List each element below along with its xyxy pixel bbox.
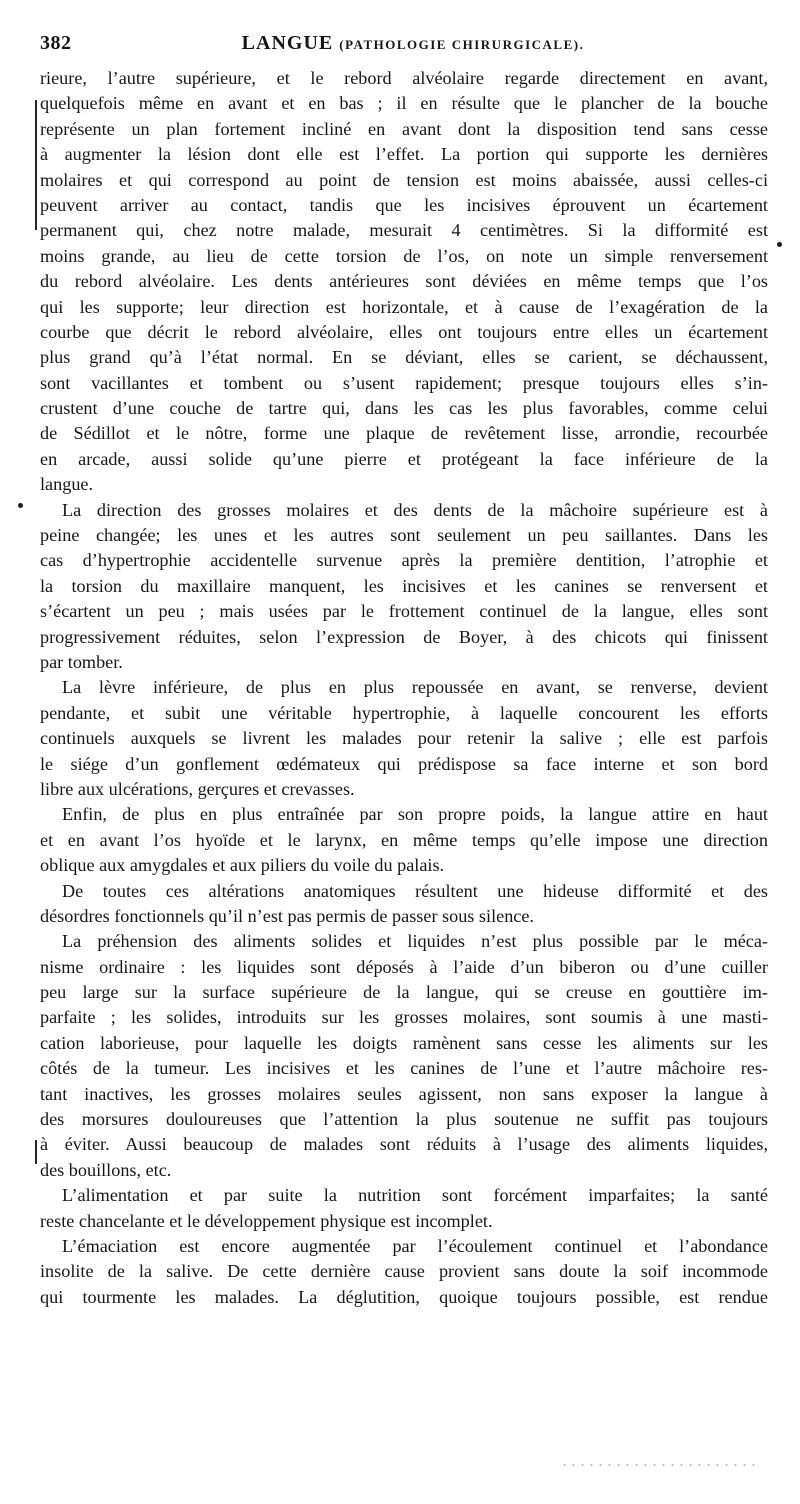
running-header bbox=[40, 32, 768, 60]
text-line: et en avant l’os hyoïde et le larynx, en même temps qu’elle impose une direction bbox=[40, 829, 768, 850]
text-line: La direction des grosses molaires et des dents de la mâchoire supérieure est à bbox=[62, 499, 768, 520]
text-line: peine changée; les unes et les autres sont seulement un peu saillantes. Dans les bbox=[40, 525, 768, 546]
text-line: nisme ordinaire : les liquides sont déposés à l’aide d’un biberon ou d’une cuiller bbox=[40, 956, 768, 977]
text-line: permanent qui, chez notre malade, mesurait 4 centimètres. Si la difformité est bbox=[40, 220, 768, 241]
margin-bracket-bottom bbox=[35, 1140, 37, 1164]
text-line: De toutes ces altérations anatomiques résultent une hideuse difformité et des bbox=[62, 880, 768, 901]
text-line: par tomber. bbox=[40, 651, 123, 672]
text-line: à éviter. Aussi beaucoup de malades sont réduits à l’usage des aliments liquides, bbox=[40, 1134, 768, 1155]
text-line: peuvent arriver au contact, tandis que les incisives éprouvent un écartement bbox=[40, 194, 768, 215]
text-line: représente un plan fortement incliné en avant dont la disposition tend sans cesse bbox=[40, 118, 768, 139]
text-line: le siége d’un gonflement œdémateux qui prédispose sa face interne et son bord bbox=[40, 753, 768, 774]
text-line: tant inactives, les grosses molaires seules agissent, non sans exposer la langue à bbox=[40, 1083, 768, 1104]
text-line: s’écartent un peu ; mais usées par le frottement continuel de la langue, elles sont bbox=[40, 601, 768, 622]
text-line: L’alimentation et par suite la nutrition sont forcément imparfaites; la santé bbox=[62, 1185, 768, 1206]
text-line: côtés de la tumeur. Les incisives et les canines de l’une et l’autre mâchoire res- bbox=[40, 1058, 768, 1079]
page-number: 382 bbox=[40, 32, 72, 54]
text-line: des morsures douloureuses que l’attention la plus soutenue ne suffit pas toujours bbox=[40, 1109, 768, 1130]
text-line: progressivement réduites, selon l’expression de Boyer, à des chicots qui finissent bbox=[40, 626, 768, 647]
text-line: de Sédillot et le nôtre, forme une plaque de revêtement lisse, arrondie, recourbée bbox=[40, 423, 768, 444]
scan-speckle bbox=[560, 1462, 760, 1468]
text-line: La lèvre inférieure, de plus en plus repoussée en avant, se renverse, devient bbox=[62, 677, 768, 698]
text-line: sont vacillantes et tombent ou s’usent rapidement; presque toujours elles s’in- bbox=[40, 372, 768, 393]
text-line: molaires et qui correspond au point de tension est moins abaissée, aussi celles-ci bbox=[40, 169, 768, 190]
text-line: Enfin, de plus en plus entraînée par son propre poids, la langue attire en haut bbox=[62, 804, 768, 825]
text-line: crustent d’une couche de tartre qui, dans les cas les plus favorables, comme celui bbox=[40, 398, 768, 419]
margin-bracket-top bbox=[35, 100, 37, 230]
body-text bbox=[40, 66, 768, 1310]
text-line: cas d’hypertrophie accidentelle survenue après la première dentition, l’atrophie et bbox=[40, 550, 768, 571]
running-title bbox=[40, 32, 768, 55]
text-line: reste chancelante et le développement physique est incomplet. bbox=[40, 1210, 493, 1231]
text-line: libre aux ulcérations, gerçures et crevasses. bbox=[40, 778, 355, 799]
text-line: moins grande, au lieu de cette torsion de l’os, on note un simple renversement bbox=[40, 245, 768, 266]
text-line: qui tourmente les malades. La déglutition, quoique toujours possible, est rendue bbox=[40, 1286, 768, 1307]
text-line: désordres fonctionnels qu’il n’est pas permis de passer sous silence. bbox=[40, 905, 534, 926]
text-line: qui les supporte; leur direction est horizontale, et à cause de l’exagération de la bbox=[40, 296, 768, 317]
text-line: quelquefois même en avant et en bas ; il en résulte que le plancher de la bouche bbox=[40, 93, 768, 114]
text-line: continuels auxquels se livrent les malades pour retenir la salive ; elle est parfois bbox=[40, 728, 768, 749]
text-line: du rebord alvéolaire. Les dents antérieures sont déviées en même temps que l’os bbox=[40, 271, 768, 292]
text-line: peu large sur la surface supérieure de la langue, qui se creuse en gouttière im- bbox=[40, 982, 768, 1003]
text-line: rieure, l’autre supérieure, et le rebord alvéolaire regarde directement en avant, bbox=[40, 68, 768, 88]
text-line: pendante, et subit une véritable hypertrophie, à laquelle concourent les efforts bbox=[40, 702, 768, 723]
margin-dot-right bbox=[777, 242, 782, 247]
text-line: la torsion du maxillaire manquent, les incisives et les canines se renversent et bbox=[40, 575, 768, 596]
text-line: courbe que décrit le rebord alvéolaire, elles ont toujours entre elles un écartement bbox=[40, 321, 768, 342]
margin-dot-left bbox=[18, 503, 23, 508]
text-line: oblique aux amygdales et aux piliers du voile du palais. bbox=[40, 855, 445, 876]
text-line: insolite de la salive. De cette dernière cause provient sans doute la soif incommode bbox=[40, 1261, 768, 1282]
text-line: des bouillons, etc. bbox=[40, 1159, 172, 1180]
running-title-main: LANGUE bbox=[241, 32, 334, 54]
text-line: en arcade, aussi solide qu’une pierre et protégeant la face inférieure de la bbox=[40, 448, 768, 469]
text-line: L’émaciation est encore augmentée par l’écoulement continuel et l’abondance bbox=[62, 1235, 768, 1256]
text-line: langue. bbox=[40, 474, 94, 495]
text-line: La préhension des aliments solides et liquides n’est plus possible par le méca- bbox=[62, 931, 768, 952]
text-line: à augmenter la lésion dont elle est l’effet. La portion qui supporte les dernières bbox=[40, 144, 768, 165]
text-line: cation laborieuse, pour laquelle les doigts ramènent sans cesse les aliments sur les bbox=[40, 1032, 768, 1053]
text-line: plus grand qu’à l’état normal. En se déviant, elles se carient, se déchaussent, bbox=[40, 347, 768, 368]
text-line: parfaite ; les solides, introduits sur les grosses molaires, sont soumis à une masti- bbox=[40, 1007, 768, 1028]
running-title-subtitle: (PATHOLOGIE CHIRURGICALE). bbox=[339, 37, 585, 52]
